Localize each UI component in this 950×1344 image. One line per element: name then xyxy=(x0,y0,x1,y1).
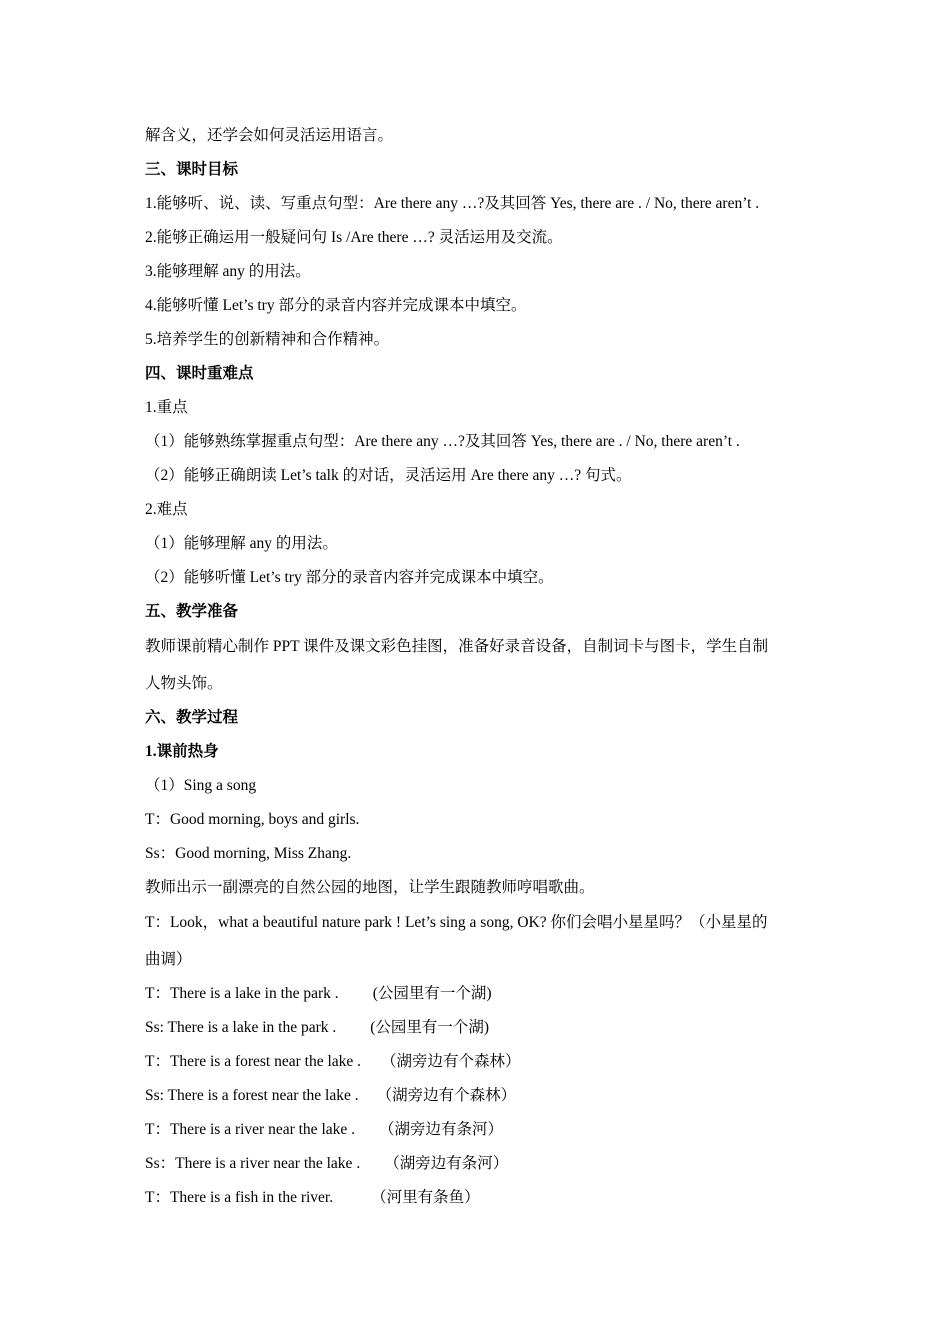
song-line xyxy=(145,1113,825,1147)
song-line xyxy=(145,1079,825,1113)
song-translation: (公园里有一个湖) xyxy=(372,985,492,1002)
song-english: T：There is a forest near the lake . xyxy=(145,1053,362,1070)
song-translation: (公园里有一个湖) xyxy=(370,1019,490,1036)
goal-item: 1.能够听、说、读、写重点句型：Are there any …?及其回答 Yes, there are . / No, there aren’t . xyxy=(145,195,760,212)
song-english: T：There is a fish in the river. xyxy=(145,1189,334,1206)
song-english: T：There is a lake in the park . xyxy=(145,985,339,1002)
goal-item: 3.能够理解 any 的用法。 xyxy=(145,263,311,280)
song-english: Ss：There is a river near the lake . xyxy=(145,1155,361,1172)
difficult-point-item: （2）能够听懂 Let’s try 部分的录音内容并完成课本中填空。 xyxy=(145,569,554,586)
subheading-difficult: 2.难点 xyxy=(145,501,188,518)
dialogue-line: T：Good morning, boys and girls. xyxy=(145,811,360,828)
song-line xyxy=(145,1045,825,1079)
subheading-key: 1.重点 xyxy=(145,399,188,416)
goal-item: 4.能够听懂 Let’s try 部分的录音内容并完成课本中填空。 xyxy=(145,297,527,314)
activity-title: （1）Sing a song xyxy=(145,777,257,794)
dialogue-line: T：Look，what a beautiful nature park ! Let’s sing a song, OK? 你们会唱小星星吗？（小星星的 xyxy=(145,914,768,931)
key-point-item: （1）能够熟练掌握重点句型：Are there any …?及其回答 Yes, there are . / No, there aren’t . xyxy=(145,433,740,450)
section-heading-key-points: 四、课时重难点 xyxy=(145,365,254,382)
dialogue-line: Ss：Good morning, Miss Zhang. xyxy=(145,845,352,862)
song-translation: （湖旁边有条河） xyxy=(379,1121,504,1138)
subheading-warm-up: 1.课前热身 xyxy=(145,743,219,760)
song-line xyxy=(145,1011,825,1045)
difficult-point-item: （1）能够理解 any 的用法。 xyxy=(145,535,338,552)
preparation-paragraph: 教师课前精心制作 PPT 课件及课文彩色挂图，准备好录音设备，自制词卡与图卡，学生自制 xyxy=(145,638,769,655)
goal-item: 2.能够正确运用一般疑问句 Is /Are there …? 灵活运用及交流。 xyxy=(145,229,563,246)
section-heading-preparation: 五、教学准备 xyxy=(145,603,239,620)
paragraph-line: 解含义，还学会如何灵活运用语言。 xyxy=(145,127,394,144)
song-line xyxy=(145,1147,825,1181)
preparation-paragraph-continued: 人物头饰。 xyxy=(145,675,223,692)
section-heading-process: 六、教学过程 xyxy=(145,709,239,726)
section-heading-goals: 三、课时目标 xyxy=(145,161,239,178)
song-line xyxy=(145,1181,825,1215)
song-translation: （湖旁边有个森林） xyxy=(376,1087,517,1104)
document-page xyxy=(145,119,825,1215)
song-english: Ss: There is a forest near the lake . xyxy=(145,1087,359,1104)
song-english: T：There is a river near the lake . xyxy=(145,1121,356,1138)
key-point-item: （2）能够正确朗读 Let’s talk 的对话，灵活运用 Are there any …? 句式。 xyxy=(145,467,632,484)
song-translation: （湖旁边有条河） xyxy=(384,1155,509,1172)
goal-item: 5.培养学生的创新精神和合作精神。 xyxy=(145,331,390,348)
song-english: Ss: There is a lake in the park . xyxy=(145,1019,337,1036)
dialogue-line-continued: 曲调） xyxy=(145,951,192,968)
song-translation: （湖旁边有个森林） xyxy=(381,1053,521,1070)
song-line xyxy=(145,977,825,1011)
song-translation: （河里有条鱼） xyxy=(371,1189,480,1206)
instruction-line: 教师出示一副漂亮的自然公园的地图，让学生跟随教师哼唱歌曲。 xyxy=(145,879,595,896)
